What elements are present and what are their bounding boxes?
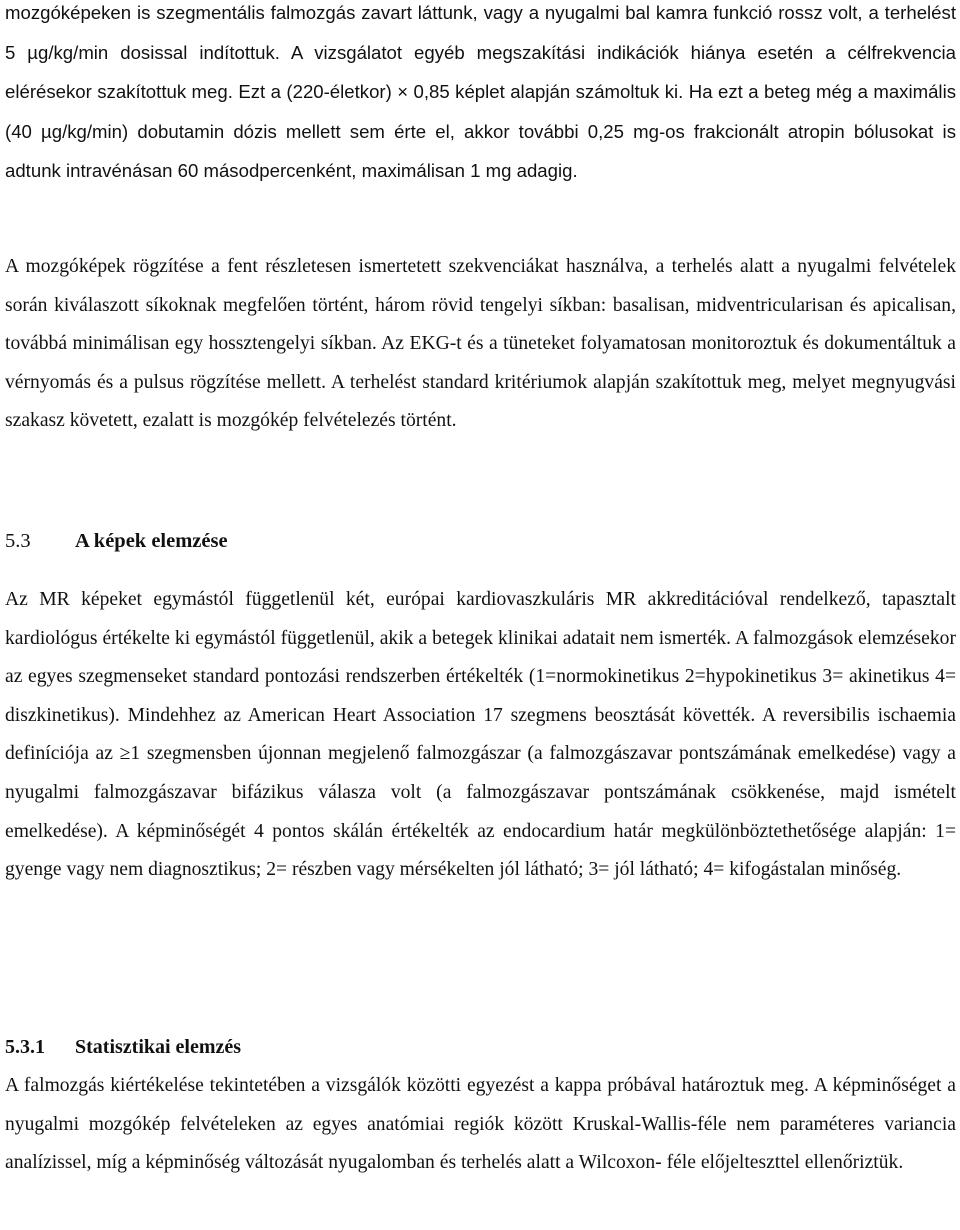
paragraph-dobutamine-protocol-text: mozgóképeken is szegmentális falmozgás zavart láttunk, vagy a nyugalmi bal kamra funkció rossz volt, a terhelést 5 µg/kg/min dosissal indítottuk. A vizsgálatot egyéb megszakítási indikációk hiánya esetén a célfrekvencia elérésekor szakítottuk meg. Ezt a (220-életkor) × 0,85 képlet alapján számoltuk ki. Ha ezt a beteg még a maximális (40 µg/kg/min) dobutamin dózis mellett sem érte el, akkor további 0,25 mg-os frakcionált atropin bólusokat is adtunk intravénásan 60 másodpercenként, maximálisan 1 mg adagig. <box>5 2 956 182</box>
section-number: 5.3 <box>5 530 31 552</box>
section-title: Statisztikai elemzés <box>75 1036 242 1058</box>
paragraph-dobutamine-protocol <box>5 0 956 192</box>
section-number: 5.3.1 <box>5 1036 45 1058</box>
section-heading-5-3 <box>5 522 228 560</box>
section-heading-5-3-1 <box>5 1028 241 1066</box>
paragraph-statistics: A falmozgás kiértékelése tekintetében a vizsgálók közötti egyezést a kappa próbával határoztuk meg. A képminőséget a nyugalmi mozgókép felvételeken az egyes anatómiai regiók között Kruskal-Wallis-féle nem paraméteres variancia analízissel, míg a képminőség változását nyugalomban és terhelés alatt a Wilcoxon- féle előjelteszttel ellenőriztük. <box>5 1075 956 1174</box>
section-title: A képek elemzése <box>75 530 228 552</box>
paragraph-image-analysis: Az MR képeket egymástól függetlenül két, európai kardiovaszkuláris MR akkreditációval rendelkező, tapasztalt kardiológus értékelte ki egymástól függetlenül, akik a betegek klinikai adatait nem ismerték. A falmozgások elemzésekor az egyes szegmenseket standard pontozási rendszerben értékelték (1=normokinetikus 2=hypokinetikus 3= akinetikus 4= diszkinetikus). Mindehhez az American Heart Association 17 szegmens beosztását követték. A reversibilis ischaemia definíciója az ≥1 szegmensben újonnan megjelenő falmozgászar (a falmozgászavar pontszámának emelkedése) vagy a nyugalmi falmozgászavar bifázikus válasza volt (a falmozgászavar pontszámának csökkenése, majd ismételt emelkedése). A képminőségét 4 pontos skálán értékelték az endocardium határ megkülönböztethetősége alapján: 1= gyenge vagy nem diagnosztikus; 2= részben vagy mérsékelten jól látható; 3= jól látható; 4= kifogástalan minőség. <box>5 589 956 881</box>
paragraph-image-acquisition: A mozgóképek rögzítése a fent részletesen ismertetett szekvenciákat használva, a terhelés alatt a nyugalmi felvételek során kiválaszott síkoknak megfelően történt, három rövid tengelyi síkban: basalisan, midventricularisan és apicalisan, továbbá minimálisan egy hossztengelyi síkban. Az EKG-t és a tüneteket folyamatosan monitoroztuk és dokumentáltuk a vérnyomás és a pulsus rögzítése mellett. A terhelést standard kritériumok alapján szakítottuk meg, melyet megnyugvási szakasz követett, ezalatt is mozgókép felvételezés történt. <box>5 256 956 432</box>
